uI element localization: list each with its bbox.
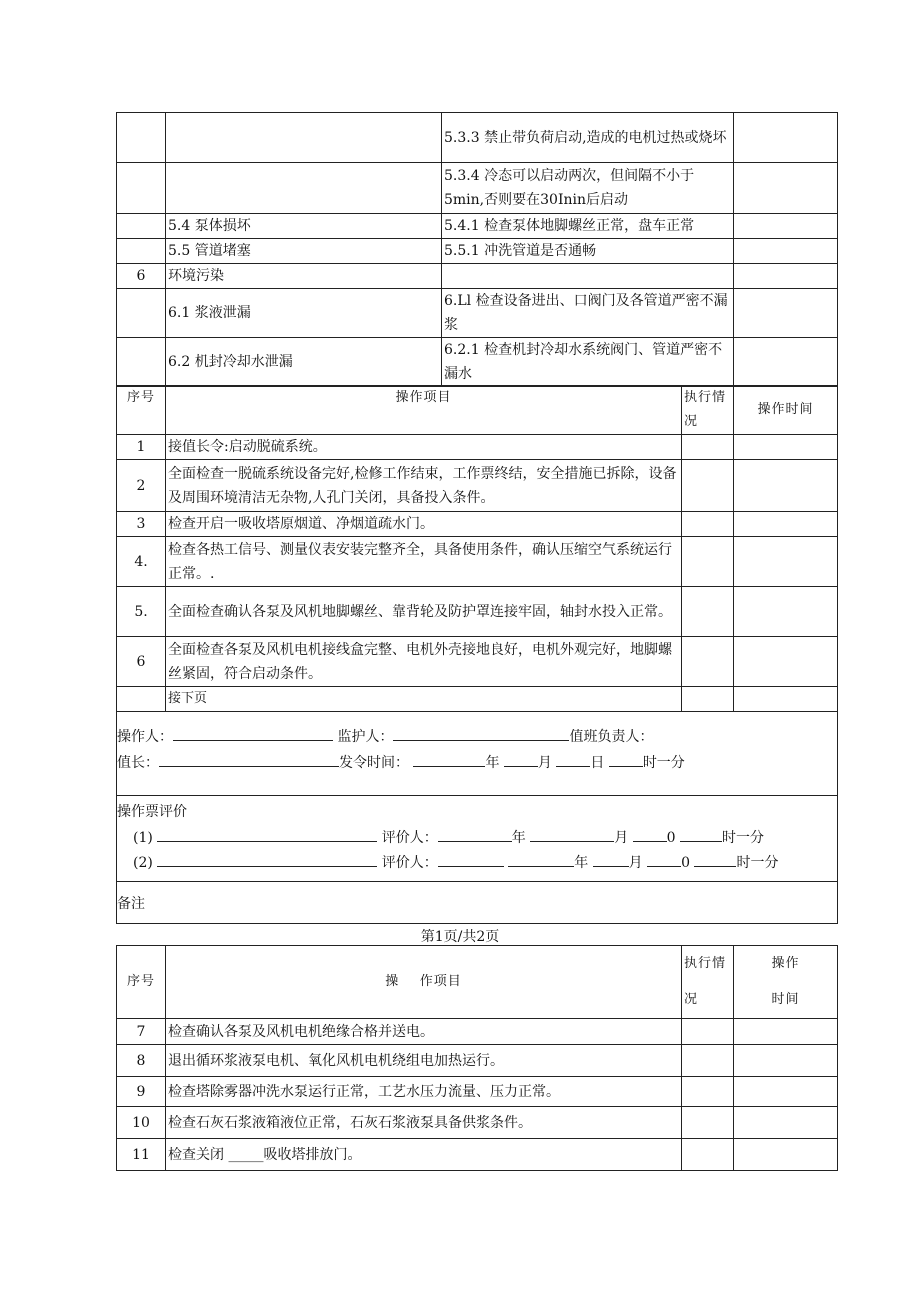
hour-field[interactable] <box>694 852 736 867</box>
header-time <box>734 946 838 1019</box>
exec-cell <box>682 1077 734 1107</box>
check-item: 5.5.1 冲洗管道是否通畅 <box>442 239 734 264</box>
row-number: 4. <box>117 537 166 587</box>
table-row <box>117 460 838 512</box>
empty-cell <box>734 264 838 289</box>
hour-label: 时一分 <box>642 755 685 771</box>
exec-cell <box>682 587 734 637</box>
exec-cell <box>682 512 734 537</box>
time-cell <box>734 460 838 512</box>
evaluator-label: 评价人： <box>381 855 438 871</box>
check-item: 5.3.4 冷态可以启动两次，但间隔不小于5min,否则要在30Inin后启动 <box>442 163 734 214</box>
time-cell <box>734 1045 838 1077</box>
check-item: 5.4.1 检查泵体地脚螺丝正常，盘车正常 <box>442 214 734 239</box>
supervisor-field[interactable] <box>393 726 569 741</box>
day-field[interactable] <box>556 752 590 767</box>
exec-cell <box>682 460 734 512</box>
header-number: 序号 <box>117 946 166 1019</box>
fault-item: 5.5 管道堵塞 <box>166 239 442 264</box>
check-item: 5.3.3 禁止带负荷启动,造成的电机过热或烧坏 <box>442 113 734 163</box>
fault-item: 5.4 泵体损坏 <box>166 214 442 239</box>
time-cell <box>734 435 838 460</box>
page-number: 第1页/共2页 <box>420 929 500 945</box>
fault-item <box>166 113 442 163</box>
exec-cell <box>682 637 734 687</box>
evaluator-field[interactable] <box>438 852 504 867</box>
day-field[interactable] <box>647 852 681 867</box>
evaluation-field[interactable] <box>157 827 377 842</box>
month-field[interactable] <box>504 752 538 767</box>
month-label: 月 <box>628 855 643 871</box>
day-field[interactable] <box>633 827 667 842</box>
evaluator-label: 评价人： <box>381 830 438 846</box>
signature-line-1 <box>117 726 653 746</box>
operation-text: 检查各热工信号、测量仪表安装完整齐全，具备使用条件，确认压缩空气系统运行正常。. <box>166 537 682 587</box>
row-number: 5. <box>117 587 166 637</box>
fault-check-table <box>116 112 838 387</box>
empty-cell <box>734 289 838 338</box>
day-label: 日 <box>590 755 605 771</box>
time-cell <box>734 1077 838 1107</box>
operation-table-1 <box>116 385 838 712</box>
row-number: 10 <box>117 1107 166 1139</box>
fault-item: 6.1 浆液泄漏 <box>166 289 442 338</box>
signature-line-2 <box>117 752 685 772</box>
table-row <box>117 435 838 460</box>
time-cell <box>734 1107 838 1139</box>
table-row <box>117 214 838 239</box>
empty-cell <box>734 214 838 239</box>
row-number: 2 <box>117 460 166 512</box>
header-exec: 执行情况 <box>682 386 734 435</box>
row-number <box>117 163 166 214</box>
row-number <box>117 289 166 338</box>
operation-text: 检查开启一吸收塔原烟道、净烟道疏水门。 <box>166 512 682 537</box>
exec-cell <box>682 1045 734 1077</box>
header-exec: 执行情况 <box>682 946 734 1019</box>
month-label: 月 <box>537 755 552 771</box>
operation-table-2 <box>116 945 838 1171</box>
table-row <box>117 163 838 214</box>
table-row <box>117 1107 838 1139</box>
year-field[interactable] <box>413 752 485 767</box>
time-cell <box>734 637 838 687</box>
time-cell <box>734 587 838 637</box>
evaluation-row-2 <box>133 852 778 872</box>
header-item: 操作项目 <box>166 386 682 435</box>
fault-item: 环境污染 <box>166 264 442 289</box>
empty-cell <box>734 113 838 163</box>
exec-cell <box>682 1019 734 1045</box>
table-row <box>117 113 838 163</box>
issue-time-label: 发令时间： <box>339 755 409 771</box>
row-number: 3 <box>117 512 166 537</box>
zero-label: 0 <box>681 855 691 871</box>
table-row <box>117 1045 838 1077</box>
table-row <box>117 637 838 687</box>
table-header-row <box>117 946 838 1019</box>
header-item: 操 作项目 <box>166 946 682 1019</box>
evaluation-field[interactable] <box>157 852 377 867</box>
evaluation-number: (2) <box>133 855 153 871</box>
table-row <box>117 1077 838 1107</box>
operation-text: 全面检查确认各泵及风机地脚螺丝、靠背轮及防护罩连接牢固，轴封水投入正常。 <box>166 587 682 637</box>
exec-cell <box>682 1107 734 1139</box>
hour-field[interactable] <box>609 752 643 767</box>
operation-text: 检查塔除雾器冲洗水泵运行正常，工艺水压力流量、压力正常。 <box>166 1077 682 1107</box>
year-label: 年 <box>511 830 526 846</box>
header-time: 操作时间 <box>734 386 838 435</box>
month-field[interactable] <box>593 852 629 867</box>
table-row <box>117 289 838 338</box>
remarks-block <box>116 881 838 924</box>
exec-cell <box>682 537 734 587</box>
exec-cell <box>682 435 734 460</box>
operation-text: 退出循环浆液泵电机、氧化风机电机绕组电加热运行。 <box>166 1045 682 1077</box>
table-row <box>117 239 838 264</box>
supervisor-label: 监护人： <box>337 729 394 745</box>
fault-item: 6.2 机封冷却水泄漏 <box>166 338 442 387</box>
empty-cell <box>734 239 838 264</box>
evaluation-title: 操作票评价 <box>117 804 187 820</box>
zero-label: 0 <box>666 830 676 846</box>
operation-text: 检查关闭 _____吸收塔排放门。 <box>166 1139 682 1171</box>
evaluation-row-1 <box>133 827 764 847</box>
row-number: 11 <box>117 1139 166 1171</box>
row-number: 6 <box>117 264 166 289</box>
continued-label: 接下页 <box>166 687 682 712</box>
row-number: 1 <box>117 435 166 460</box>
time-cell <box>734 512 838 537</box>
header-number: 序号 <box>117 386 166 435</box>
time-cell <box>734 1019 838 1045</box>
row-number: 8 <box>117 1045 166 1077</box>
row-number: 9 <box>117 1077 166 1107</box>
row-number <box>117 338 166 387</box>
signature-block <box>116 704 838 796</box>
check-item: 6.Ll 检查设备进出、口阀门及各管道严密不漏浆 <box>442 289 734 338</box>
time-cell <box>734 1139 838 1171</box>
month-field[interactable] <box>530 827 614 842</box>
table-header-row <box>117 386 838 435</box>
remarks-label: 备注 <box>117 896 145 912</box>
check-item: 6.2.1 检查机封冷却水系统阀门、管道严密不漏水 <box>442 338 734 387</box>
evaluation-block <box>116 795 838 882</box>
exec-cell <box>682 1139 734 1171</box>
evaluation-number: (1) <box>133 830 153 846</box>
table-row <box>117 537 838 587</box>
year-label: 年 <box>574 855 589 871</box>
operation-text: 检查确认各泵及风机电机绝缘合格并送电。 <box>166 1019 682 1045</box>
time-cell <box>734 537 838 587</box>
fault-item <box>166 163 442 214</box>
hour-label: 时一分 <box>722 830 765 846</box>
row-number <box>117 239 166 264</box>
operation-text: 接值长令:启动脱硫系统。 <box>166 435 682 460</box>
month-label: 月 <box>614 830 629 846</box>
row-number <box>117 214 166 239</box>
table-row <box>117 587 838 637</box>
shift-leader-label: 值班负责人： <box>569 729 654 745</box>
empty-cell <box>734 163 838 214</box>
operation-text: 全面检查各泵及风机电机接线盒完整、电机外壳接地良好，电机外观完好，地脚螺丝紧固，符合启动条件。 <box>166 637 682 687</box>
operator-label: 操作人： <box>117 729 173 745</box>
chief-field[interactable] <box>159 752 339 767</box>
header-time-line-1: 操作 <box>771 956 800 971</box>
row-number: 6 <box>117 637 166 687</box>
evaluator-field[interactable] <box>438 827 512 842</box>
year-field[interactable] <box>508 852 574 867</box>
operation-text: 全面检查一脱硫系统设备完好,检修工作结束，工作票终结，安全措施已拆除，设备及周围环境清洁无杂物,人孔门关闭，具备投入条件。 <box>166 460 682 512</box>
table-row <box>117 1019 838 1045</box>
table-row <box>117 338 838 387</box>
table-row <box>117 1139 838 1171</box>
empty-cell <box>734 338 838 387</box>
chief-label: 值长： <box>117 755 159 771</box>
hour-field[interactable] <box>680 827 722 842</box>
operator-field[interactable] <box>173 726 333 741</box>
table-row <box>117 512 838 537</box>
year-label: 年 <box>485 755 500 771</box>
hour-label: 时一分 <box>736 855 779 871</box>
table-row <box>117 264 838 289</box>
row-number <box>117 113 166 163</box>
header-time-line-2: 时间 <box>771 992 800 1007</box>
operation-text: 检查石灰石浆液箱液位正常，石灰石浆液泵具备供浆条件。 <box>166 1107 682 1139</box>
row-number: 7 <box>117 1019 166 1045</box>
check-item <box>442 264 734 289</box>
